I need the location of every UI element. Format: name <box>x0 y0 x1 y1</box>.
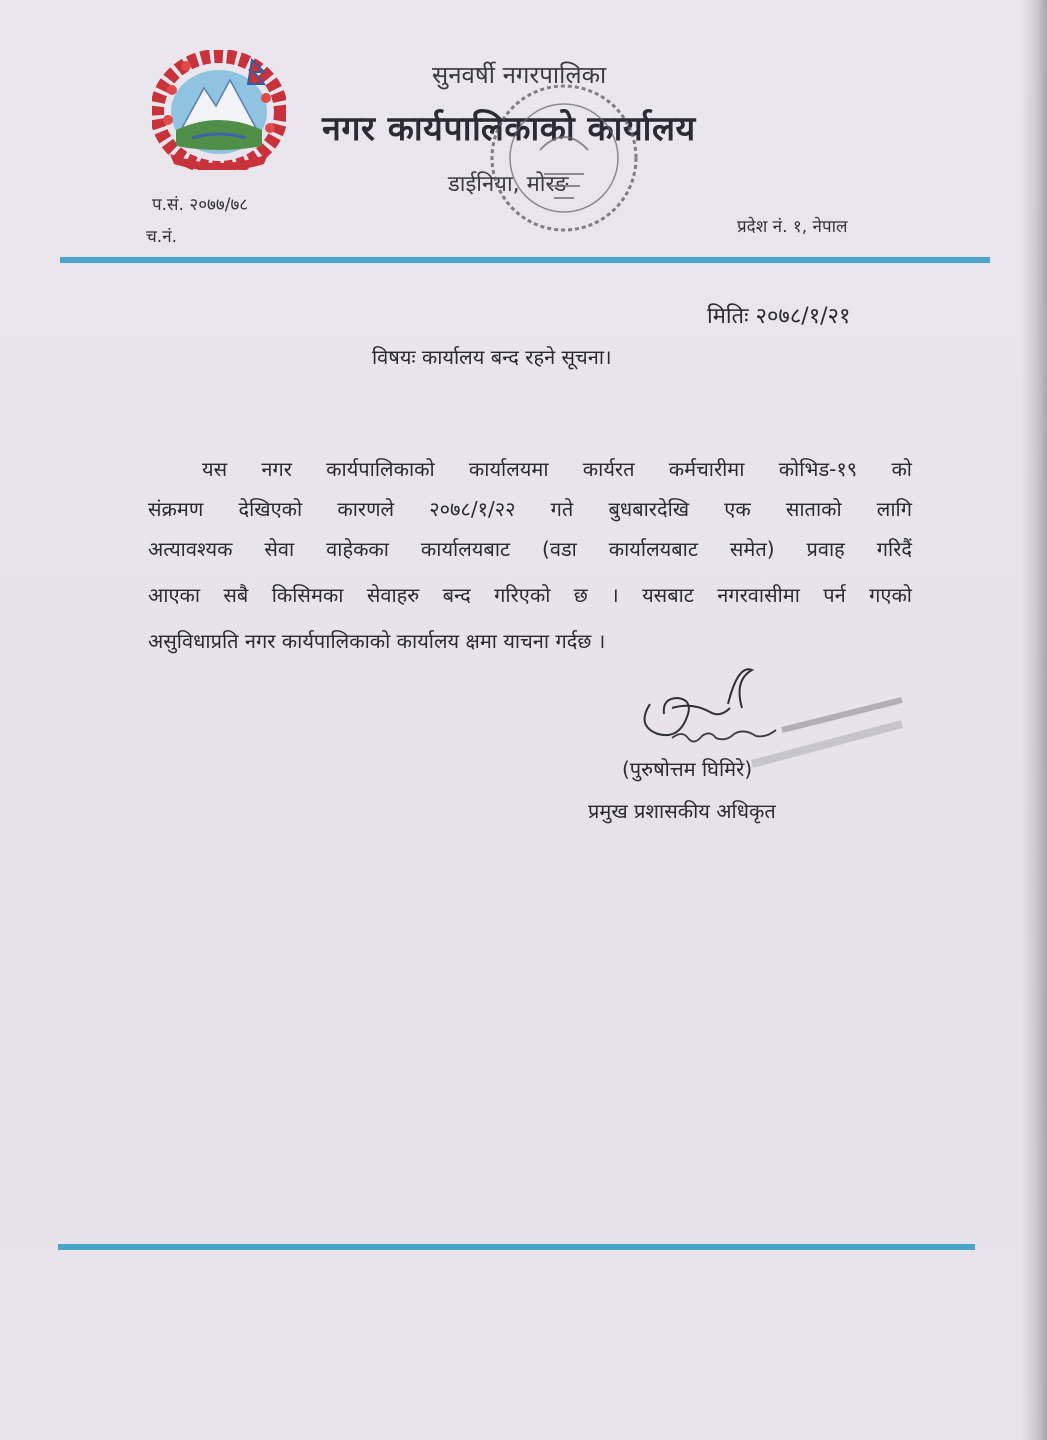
official-stamp-icon <box>484 74 654 250</box>
footer-divider <box>58 1244 975 1250</box>
body-line: यस नगर कार्यपालिकाको कार्यालयमा कार्यरत कर्मचारीमा कोभिड-१९ को <box>202 457 912 481</box>
signatory-name: (पुरुषोत्तम घिमिरे) <box>622 757 753 781</box>
page-edge-shadow <box>1021 0 1047 1440</box>
body-line: असुविधाप्रति नगर कार्यपालिकाको कार्यालय क्षमा याचना गर्दछ । <box>148 629 606 653</box>
municipality-name: सुनवर्षी नगरपालिका <box>432 61 607 89</box>
body-line: अत्यावश्यक सेवा वाहेकका कार्यालयबाट (वडा कार्यालयबाट समेत) प्रवाह गरिदैं <box>148 537 912 561</box>
letter-date: मितिः २०७८/१/२१ <box>707 304 851 329</box>
province-label: प्रदेश नं. १, नेपाल <box>737 217 848 237</box>
signatory-title: प्रमुख प्रशासकीय अधिकृत <box>588 799 776 823</box>
dispatch-number: च.नं. <box>146 227 178 247</box>
office-title: नगर कार्यपालिकाको कार्यालय <box>322 109 696 149</box>
body-line: संक्रमण देखिएको कारणले २०७८/१/२२ गते बुधबारदेखि एक साताको लागि <box>148 497 912 521</box>
reference-number: प.सं. २०७७/७८ <box>152 195 249 215</box>
letter-subject: विषयः कार्यालय बन्द रहने सूचना। <box>372 345 612 369</box>
nepal-emblem-icon <box>152 50 286 170</box>
office-location: डाईनिया, मोरङ <box>448 172 569 197</box>
body-line: आएका सबै किसिमका सेवाहरु बन्द गरिएको छ । यसबाट नगरवासीमा पर्न गएको <box>148 583 912 607</box>
header-divider <box>60 257 990 263</box>
